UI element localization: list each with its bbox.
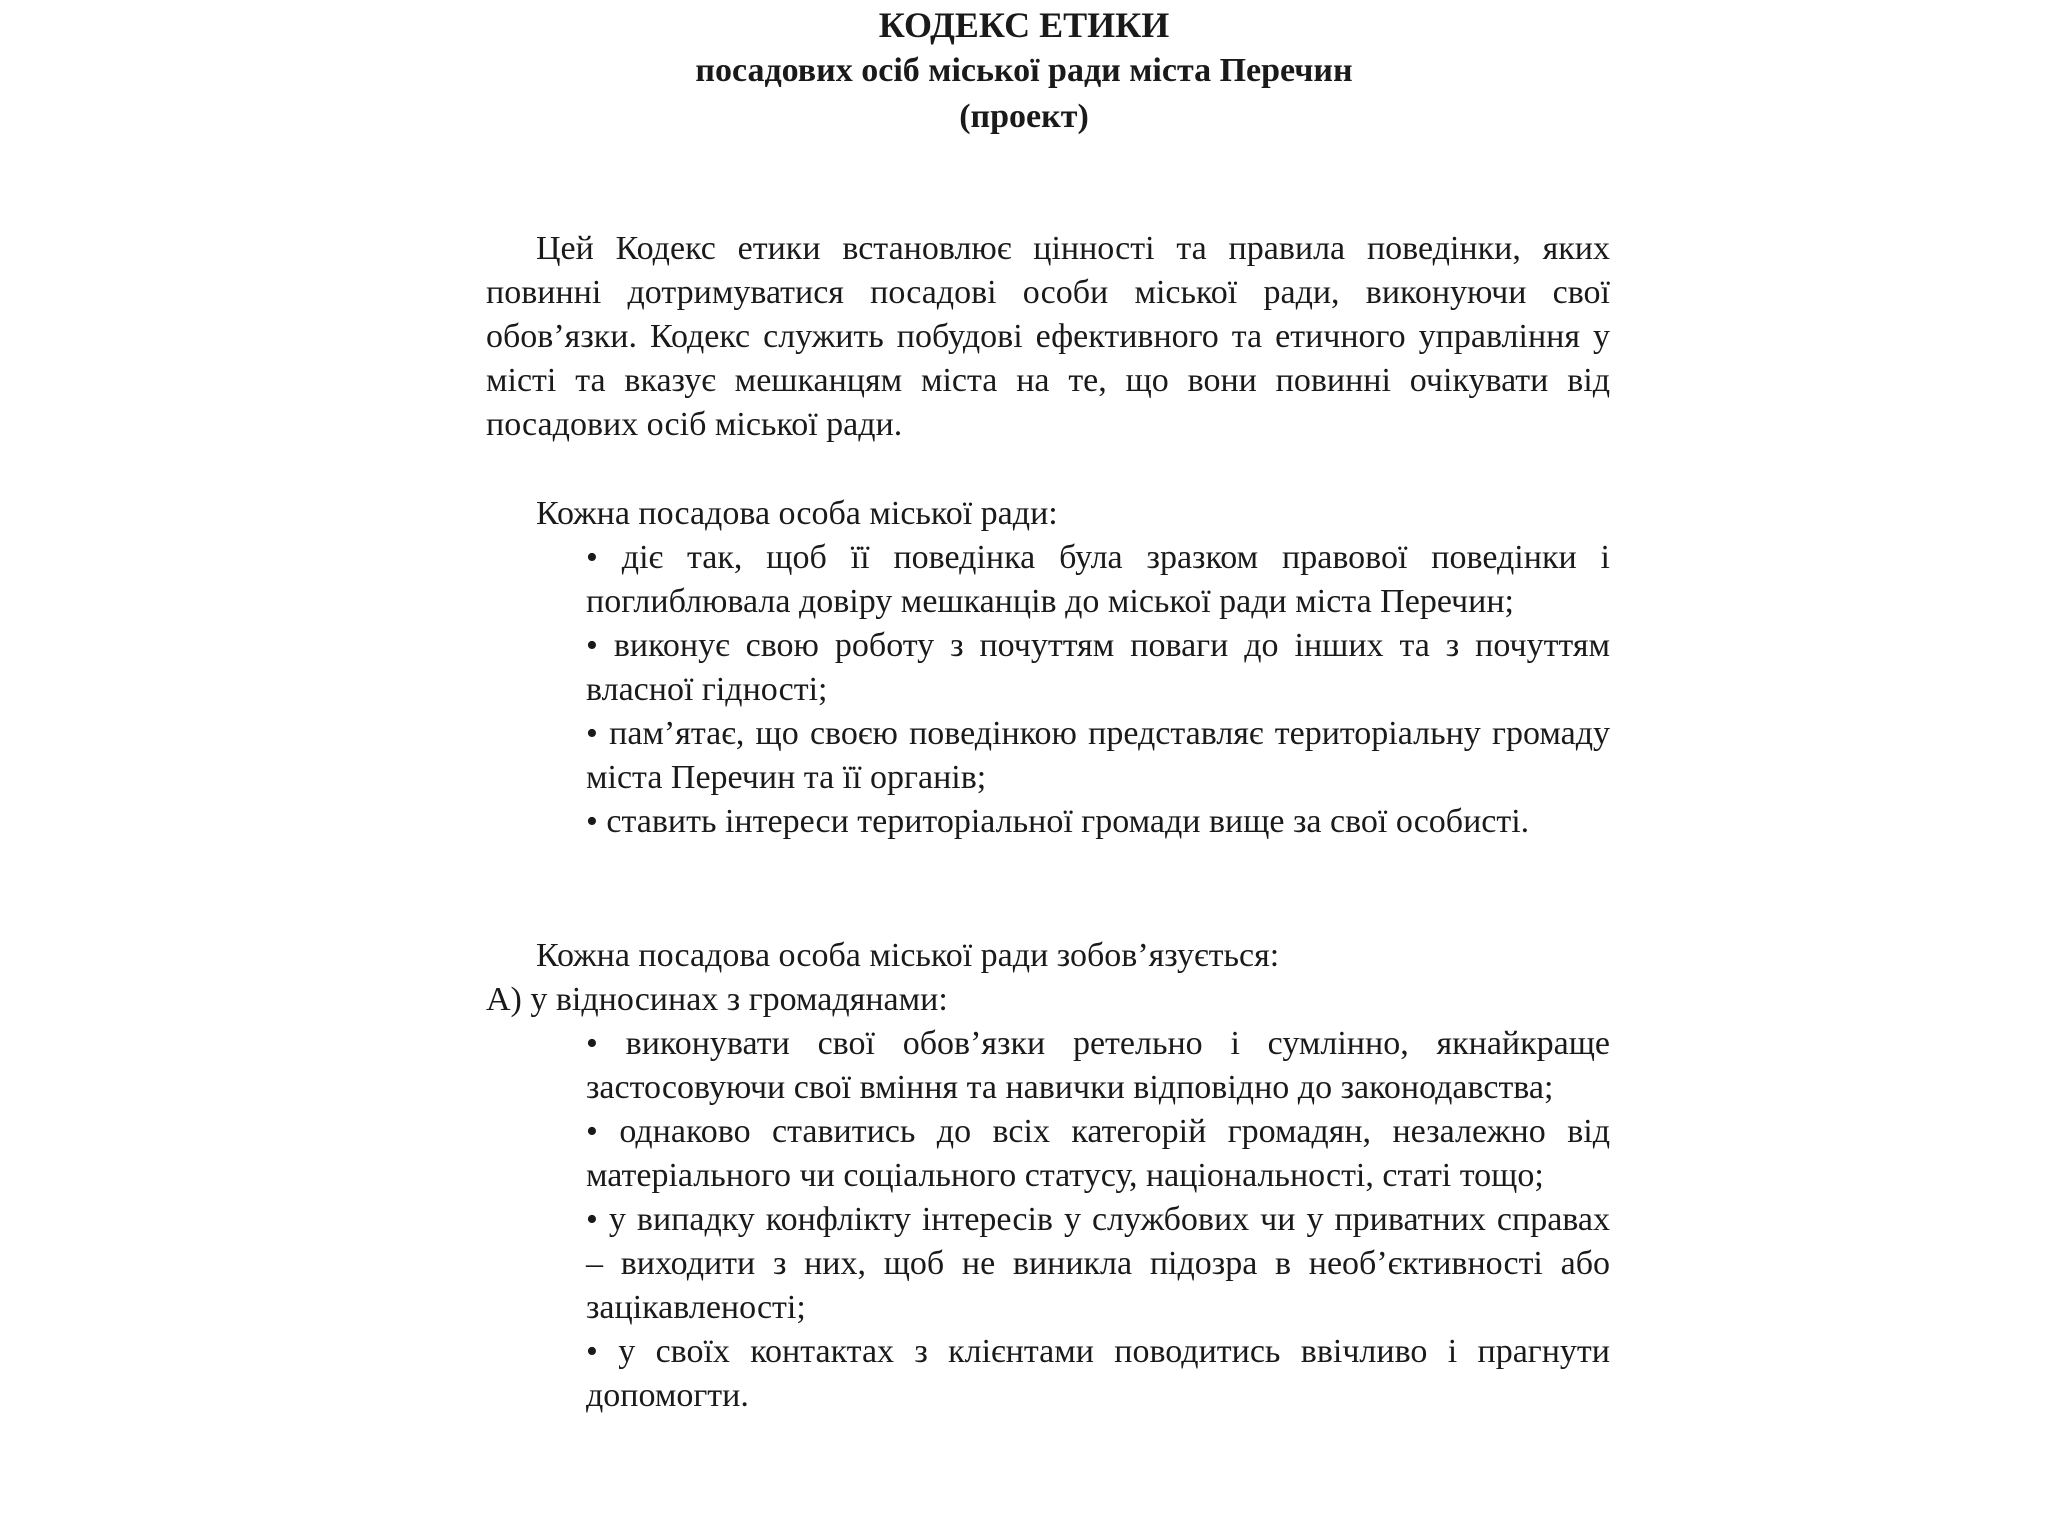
section1-lead: Кожна посадова особа міської ради:	[536, 495, 1058, 532]
section1-bullet-list	[486, 536, 1610, 844]
document-status: (проект)	[959, 98, 1089, 135]
list-item: • у своїх контактах з клієнтами поводитись ввічливо і прагнути допомогти.	[586, 1333, 1610, 1414]
list-item: • діє так, щоб її поведінка була зразком правової поведінки і поглиблювала довіру мешканців до міської ради міста Перечин;	[586, 539, 1610, 620]
document-header	[0, 2, 2048, 140]
list-item: • однаково ставитись до всіх категорій громадян, незалежно від матеріального чи соціального статусу, національності, статі тощо;	[586, 1113, 1610, 1194]
document-subtitle: посадових осіб міської ради міста Перечин	[695, 52, 1353, 89]
document-title: КОДЕКС ЕТИКИ	[878, 5, 1170, 45]
section-general-duties	[486, 492, 1610, 844]
section2-bullet-list	[486, 1022, 1610, 1418]
list-item: • у випадку конфлікту інтересів у службових чи у приватних справах – виходити з них, щоб не виникла підозра в необ’єктивності або зацікавленості;	[586, 1201, 1610, 1326]
intro-paragraph: Цей Кодекс етики встановлює цінності та правила поведінки, яких повинні дотримуватися посадові особи міської ради, виконуючи свої обов’язки. Кодекс служить побудові ефективного та етичного управління у місті та вказує мешканцям міста на те, що вони повинні очікувати від посадових осіб міської ради.	[486, 230, 1610, 443]
list-item: • виконувати свої обов’язки ретельно і сумлінно, якнайкраще застосовуючи свої вміння та навички відповідно до законодавства;	[586, 1025, 1610, 1106]
list-item: • виконує свою роботу з почуттям поваги до інших та з почуттям власної гідності;	[586, 627, 1610, 708]
section-obligations	[486, 934, 1610, 1418]
list-item: • ставить інтереси територіальної громади вище за свої особисті.	[586, 803, 1530, 840]
section2-subhead: А) у відносинах з громадянами:	[486, 981, 948, 1018]
section2-lead: Кожна посадова особа міської ради зобов’язується:	[536, 937, 1280, 974]
list-item: • пам’ятає, що своєю поведінкою представляє територіальну громаду міста Перечин та її органів;	[586, 715, 1610, 796]
